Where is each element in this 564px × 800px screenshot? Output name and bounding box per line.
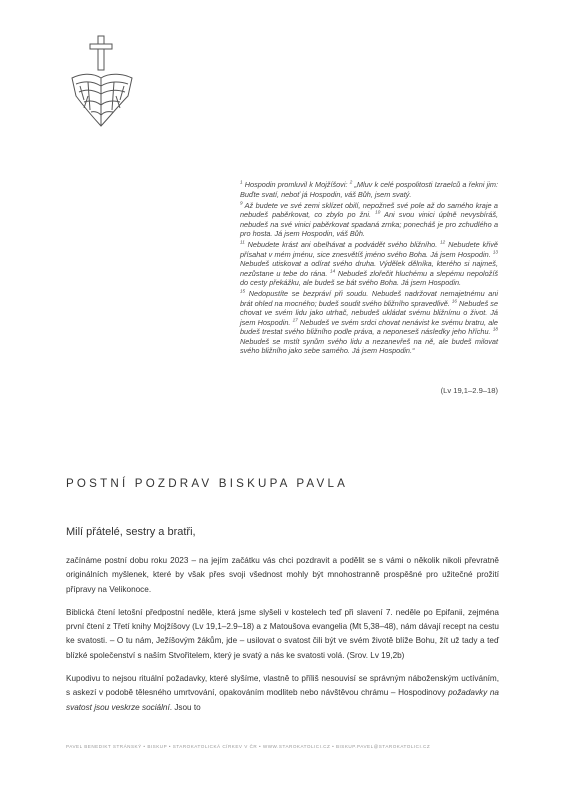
greeting: Milí přátelé, sestry a bratři, (66, 526, 196, 538)
text-span: Nebudeš zlořečit hluchému a slepému nepoložíš do cesty překážku, ale budeš se bát svého Boha. Já jsem Hospodin. (240, 268, 498, 287)
verse-number: 15 (240, 288, 246, 294)
text-span: Kupodivu to nejsou rituální požadavky, které slyšíme, vlastně to příliš nesouvisí se správným náboženským uctíváním, s askezí v podobě tělesného umrtvování, opakováním modliteb nebo návštěvou chrámu – Hospodinovy (66, 674, 499, 698)
verse-number: 11 (240, 239, 245, 245)
text-span: Hospodin promluvil k Mojžíšovi: (242, 180, 350, 189)
text-span: začínáme postní dobu roku 2023 – na jejím začátku vás chci pozdravit a podělit se s vámi o několik nikoli převratně originálních myšlenek, které by však přes svoji všednost mohly být mnohostranně prospěšné pro užitečné prožití přípravy na Velikonoce. (66, 556, 499, 594)
text-span: Biblická čtení letošní předpostní neděle, která jsme slyšeli v kostelech teď při slavení 7. neděle po Epifanii, zejména první čtení z Třetí knihy Mojžíšovy (Lv 19,1–2.9–18) a z Matoušova evangelia (Mt 5,38–48), nám dávají recept na cestu ke svatosti. – O tu nám, Ježíšovým žákům, jde – usilovat o svatost čili být ve svém životě blíže Bohu, žít už tady a teď blízké společenství s naším Stvořitelem, který je svatý a nás ke svatosti volá. (Srov. Lv 19,2b) (66, 607, 499, 660)
scripture-reference: (Lv 19,1–2.9–18) (440, 386, 498, 395)
text-span: Nebudeš se mstít synům svého lidu a nezanevřeš na ně, ale budeš milovat svého bližního jako sebe samého. Já jsem Hospodin.“ (240, 336, 498, 355)
text-span: Až budete ve své zemi sklízet obilí, nepožneš své pole až do samého kraje a nebudeš paběrkovat, co zbylo po žni. (240, 200, 498, 219)
text-span: Nebudete křivě přísahat v mém jménu, sice znesvětíš jméno svého Boha. Já jsem Hospodin. (240, 240, 498, 259)
text-span: Ani svou vinici úplně nevysbíráš, nebudeš na své vinici paběrkovat spadaná zrnka; ponecháš je pro zchudlého a pro hosta. Já jsem Hospodin, váš Bůh. (240, 210, 498, 238)
verse-number: 10 (375, 209, 381, 215)
quote-paragraph (240, 240, 498, 288)
body-paragraph (66, 606, 499, 663)
letter-body (66, 554, 499, 724)
cross-and-mitre-emblem-icon (66, 34, 138, 130)
verse-number: 9 (240, 200, 243, 206)
body-paragraph (66, 672, 499, 715)
text-span: Nedopustíte se bezpráví při soudu. Nebudeš nadržovat nemajetnému ani brát ohled na mocného; budeš soudit svého bližního spravedlivě. (240, 289, 498, 308)
text-span: . Jsou to (169, 702, 201, 712)
text-span: Nebudeš se chovat ve svém lidu jako utrhač, nebudeš ukládat svému bližnímu o život. Já jsem Hospodin. (240, 298, 498, 327)
quote-paragraph (240, 289, 498, 356)
verse-number: 16 (451, 298, 457, 304)
footer-contact: PAVEL BENEDIKT STRÁNSKÝ • BISKUP • STAROKATOLICKÁ CÍRKEV V ČR • WWW.STAROKATOLICI.CZ • BISKUP.PAVEL@STAROKATOLICI.CZ (66, 744, 431, 749)
text-span: Nebudete krást ani obelhávat a podvádět svého bližního. (244, 240, 441, 249)
quote-paragraph (240, 180, 498, 199)
text-span: požadavky na svatost jsou veskrze sociální (66, 688, 499, 712)
verse-number: 17 (292, 317, 298, 323)
text-span: Nebudeš ve svém srdci chovat nenávist ke svému bratru, ale budeš trestat svého bližního podle práva, a neponeseš následky jeho hříchu. (240, 317, 498, 336)
verse-number: 18 (492, 326, 498, 332)
verse-number: 12 (440, 239, 446, 245)
text-span: Nebudeš utiskovat a odírat svého druha. Výdělek dělníka, kterého si najmeš, nezůstane u tebe do rána. (240, 259, 498, 278)
verse-number: 14 (330, 268, 336, 274)
church-emblem-logo (66, 34, 138, 130)
text-span: „Mluv k celé pospolitosti Izraelců a řekni jim: Buďte svatí, neboť já Hospodin, váš Bůh, jsem svatý. (240, 180, 499, 199)
verse-number: 13 (492, 249, 498, 255)
scripture-quote (240, 180, 498, 357)
quote-paragraph (240, 201, 498, 239)
page-title: POSTNÍ POZDRAV BISKUPA PAVLA (66, 477, 349, 490)
verse-number: 1 (240, 179, 243, 185)
verse-number: 2 (349, 179, 353, 185)
body-paragraph (66, 554, 499, 597)
